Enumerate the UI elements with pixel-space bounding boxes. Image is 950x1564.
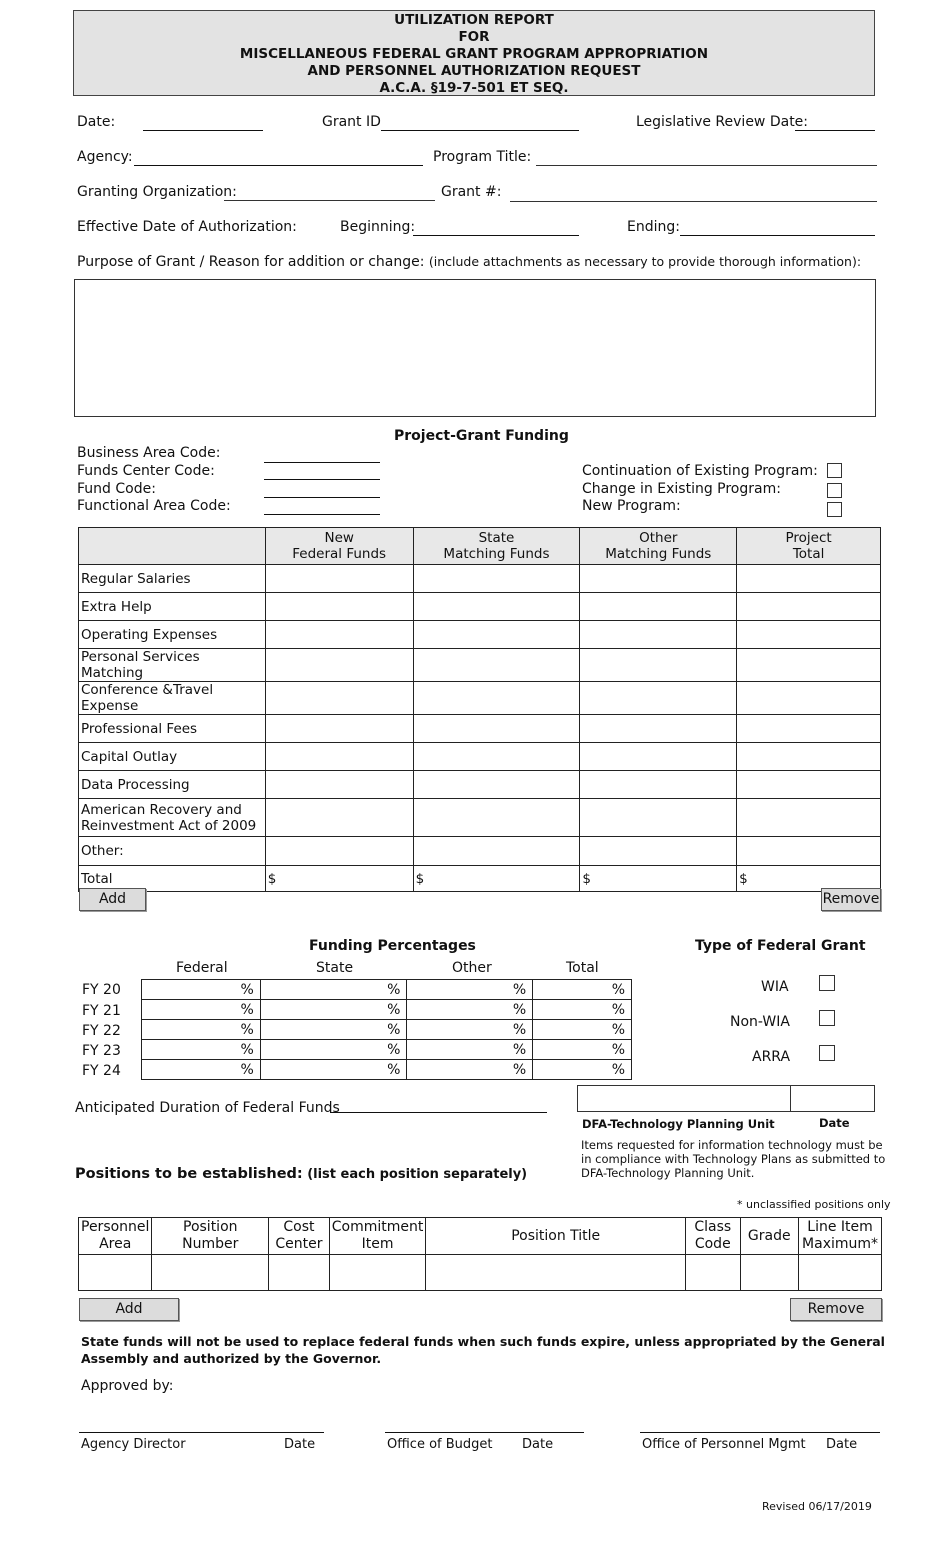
cell-input[interactable] — [265, 565, 413, 593]
cell-input[interactable] — [737, 743, 881, 771]
dfa-note-line: DFA-Technology Planning Unit. — [581, 1166, 755, 1180]
cell-input[interactable] — [413, 649, 580, 682]
cell-input[interactable] — [413, 593, 580, 621]
cell-input[interactable] — [413, 621, 580, 649]
cell-input[interactable] — [580, 682, 737, 715]
fy-label: FY 21 — [82, 1003, 121, 1019]
date-label: Date: — [77, 114, 116, 130]
approved-by-label: Approved by: — [81, 1378, 174, 1394]
cell-input[interactable] — [413, 743, 580, 771]
pct-cell[interactable]: % — [142, 1060, 261, 1080]
fy-label: FY 23 — [82, 1043, 121, 1059]
funds-center-label: Funds Center Code: — [77, 463, 215, 479]
fy-label: FY 20 — [82, 982, 121, 998]
grant-number-field[interactable] — [510, 201, 877, 202]
cell-input[interactable] — [737, 593, 881, 621]
col-personnel-area: Personnel Area — [79, 1218, 152, 1255]
purpose-textarea[interactable] — [74, 279, 876, 417]
col-position-title: Position Title — [426, 1218, 686, 1255]
cell-input[interactable] — [737, 715, 881, 743]
row-label: American Recovery and Reinvestment Act of 2009 — [79, 799, 266, 837]
header-line-2: FOR — [458, 29, 490, 45]
table-row — [79, 682, 881, 715]
effective-date-label: Effective Date of Authorization: — [77, 219, 297, 235]
header-line-5: A.C.A. §19-7-501 ET SEQ. — [379, 80, 569, 96]
fy-label: FY 24 — [82, 1063, 121, 1079]
cell-input[interactable] — [580, 743, 737, 771]
funding-header-other: Other Matching Funds — [580, 528, 737, 565]
funding-percentages-title: Funding Percentages — [309, 938, 476, 954]
cell-input[interactable] — [799, 1255, 882, 1291]
add-funding-row-button[interactable]: Add — [79, 888, 146, 911]
col-commitment-item: Commitment Item — [329, 1218, 426, 1255]
business-area-label: Business Area Code: — [77, 445, 221, 461]
table-row — [79, 771, 881, 799]
remove-funding-row-button[interactable]: Remove — [821, 888, 881, 911]
wia-checkbox[interactable] — [819, 975, 835, 991]
project-grant-funding-title: Project-Grant Funding — [394, 428, 569, 444]
total-row — [79, 866, 881, 892]
table-row — [79, 743, 881, 771]
pct-row — [142, 1000, 632, 1020]
currency-symbol: $ — [582, 870, 591, 887]
table-row — [79, 715, 881, 743]
pct-cell[interactable]: % — [260, 1060, 407, 1080]
agency-director-date-label: Date — [284, 1437, 316, 1452]
funding-header-federal: New Federal Funds — [265, 528, 413, 565]
cell-input[interactable] — [413, 565, 580, 593]
col-class-code: Class Code — [686, 1218, 740, 1255]
pct-cell[interactable]: % — [407, 1020, 533, 1040]
program-title-label: Program Title: — [433, 149, 532, 165]
purpose-label — [77, 254, 861, 270]
row-label: Regular Salaries — [79, 565, 266, 593]
program-title-field[interactable] — [536, 165, 877, 166]
cell-input[interactable] — [580, 593, 737, 621]
grant-id-field[interactable] — [381, 130, 579, 131]
pct-cell[interactable]: % — [533, 1020, 632, 1040]
positions-header — [79, 1218, 882, 1255]
pct-row — [142, 980, 632, 1000]
cell-input[interactable] — [265, 771, 413, 799]
cell-input[interactable] — [686, 1255, 740, 1291]
cell-input[interactable] — [265, 621, 413, 649]
pct-row — [142, 1020, 632, 1040]
cell-input[interactable] — [265, 649, 413, 682]
granting-organization-field[interactable] — [224, 200, 435, 201]
total-other-cell[interactable] — [580, 866, 737, 892]
pct-row — [142, 1040, 632, 1060]
table-row — [79, 837, 881, 866]
row-label: Other: — [79, 837, 266, 866]
pct-cell[interactable]: % — [407, 1000, 533, 1020]
table-row — [79, 565, 881, 593]
cell-input[interactable] — [737, 837, 881, 866]
total-federal-cell[interactable] — [265, 866, 413, 892]
pct-cell[interactable]: % — [142, 1020, 261, 1040]
pct-cell[interactable]: % — [533, 1040, 632, 1060]
cell-input[interactable] — [737, 771, 881, 799]
cell-input[interactable] — [580, 715, 737, 743]
pct-cell[interactable]: % — [533, 1000, 632, 1020]
grant-number-label: Grant #: — [441, 184, 502, 200]
agency-director-signature-line[interactable] — [79, 1432, 324, 1433]
funds-center-field[interactable] — [264, 462, 380, 463]
pct-header-total: Total — [566, 960, 599, 976]
cell-input[interactable] — [580, 771, 737, 799]
office-of-budget-label: Office of Budget — [387, 1437, 493, 1452]
cell-input[interactable] — [737, 649, 881, 682]
col-cost-center: Cost Center — [269, 1218, 330, 1255]
agency-label: Agency: — [77, 149, 133, 165]
cell-input[interactable] — [413, 715, 580, 743]
legislative-review-date-label: Legislative Review Date: — [636, 114, 809, 130]
pct-cell[interactable]: % — [407, 980, 533, 1000]
currency-symbol: $ — [415, 870, 425, 887]
funding-header-total: Project Total — [737, 528, 881, 565]
total-label: Total — [79, 866, 266, 892]
ending-label: Ending: — [627, 219, 680, 235]
row-label: Extra Help — [79, 593, 266, 621]
pct-cell[interactable]: % — [142, 980, 261, 1000]
currency-symbol: $ — [739, 870, 748, 887]
row-label: Conference &Travel Expense — [79, 682, 266, 715]
cell-input[interactable] — [265, 743, 413, 771]
cell-input[interactable] — [740, 1255, 799, 1291]
grant-id-label: Grant ID — [322, 114, 381, 130]
cell-input[interactable] — [413, 799, 580, 837]
pct-cell[interactable]: % — [407, 1060, 533, 1080]
pct-cell[interactable]: % — [260, 980, 407, 1000]
continuation-checkbox[interactable] — [827, 463, 842, 478]
arra-checkbox[interactable] — [819, 1045, 835, 1061]
dfa-signature-box[interactable] — [577, 1085, 791, 1112]
funding-header-state: State Matching Funds — [413, 528, 580, 565]
col-line-item-max: Line Item Maximum* — [799, 1218, 882, 1255]
table-row — [79, 621, 881, 649]
remove-position-button[interactable]: Remove — [790, 1298, 882, 1321]
table-row — [79, 593, 881, 621]
change-checkbox[interactable] — [827, 483, 842, 498]
fund-code-label: Fund Code: — [77, 481, 156, 497]
cell-input[interactable] — [426, 1255, 686, 1291]
cell-input[interactable] — [265, 593, 413, 621]
office-of-personnel-label: Office of Personnel Mgmt — [642, 1437, 806, 1452]
non-wia-label: Non-WIA — [730, 1014, 790, 1030]
cell-input[interactable] — [413, 682, 580, 715]
positions-table — [78, 1217, 882, 1291]
cell-input[interactable] — [580, 565, 737, 593]
funding-percentages-table — [141, 979, 632, 1080]
header-line-4: AND PERSONNEL AUTHORIZATION REQUEST — [307, 63, 641, 79]
cell-input[interactable] — [329, 1255, 426, 1291]
purpose-main-text: Purpose of Grant / Reason for addition or change: — [77, 254, 425, 270]
cell-input[interactable] — [413, 837, 580, 866]
office-of-personnel-date-label: Date — [826, 1437, 858, 1452]
pct-header-other: Other — [452, 960, 492, 976]
office-of-personnel-signature-line[interactable] — [640, 1432, 880, 1433]
state-funds-statement — [81, 1333, 885, 1367]
cell-input[interactable] — [265, 799, 413, 837]
duration-field[interactable] — [330, 1112, 547, 1113]
dfa-note-line: in compliance with Technology Plans as submitted to — [581, 1152, 886, 1166]
form-header — [73, 10, 875, 96]
funding-table-header — [79, 528, 881, 565]
functional-area-field-2[interactable] — [264, 514, 380, 515]
table-row — [79, 649, 881, 682]
cell-input[interactable] — [79, 1255, 152, 1291]
col-grade: Grade — [740, 1218, 799, 1255]
pct-cell[interactable]: % — [407, 1040, 533, 1060]
dfa-unit-label: DFA-Technology Planning Unit — [582, 1117, 775, 1131]
cell-input[interactable] — [580, 837, 737, 866]
row-label: Professional Fees — [79, 715, 266, 743]
grant-type-title: Type of Federal Grant — [695, 938, 866, 954]
fy-label: FY 22 — [82, 1023, 121, 1039]
funding-table — [78, 527, 881, 892]
pct-cell[interactable]: % — [260, 1040, 407, 1060]
pct-cell[interactable]: % — [142, 1000, 261, 1020]
row-label: Personal Services Matching — [79, 649, 266, 682]
beginning-label: Beginning: — [340, 219, 416, 235]
functional-area-label: Functional Area Code: — [77, 498, 231, 514]
new-program-checkbox[interactable] — [827, 502, 842, 517]
header-line-3: MISCELLANEOUS FEDERAL GRANT PROGRAM APPROPRIATION — [239, 46, 709, 62]
statement-line: State funds will not be used to replace federal funds when such funds expire, unless appropriated by the General — [81, 1334, 885, 1349]
cell-input[interactable] — [413, 771, 580, 799]
currency-symbol: $ — [267, 870, 277, 887]
table-row — [79, 1255, 882, 1291]
add-position-button[interactable]: Add — [79, 1298, 179, 1321]
pct-row — [142, 1060, 632, 1080]
pct-header-federal: Federal — [176, 960, 228, 976]
cell-input[interactable] — [152, 1255, 269, 1291]
new-program-label: New Program: — [582, 498, 681, 514]
continuation-label: Continuation of Existing Program: — [582, 463, 818, 479]
col-position-number: Position Number — [152, 1218, 269, 1255]
wia-label: WIA — [761, 979, 789, 995]
dfa-note-line: Items requested for information technology must be — [581, 1138, 883, 1152]
cell-input[interactable] — [737, 621, 881, 649]
arra-label: ARRA — [752, 1049, 791, 1065]
cell-input[interactable] — [737, 565, 881, 593]
unclassified-note: * unclassified positions only — [737, 1198, 891, 1211]
change-label: Change in Existing Program: — [582, 481, 781, 497]
cell-input[interactable] — [580, 799, 737, 837]
cell-input[interactable] — [737, 799, 881, 837]
fund-code-field[interactable] — [264, 479, 380, 480]
funding-header-blank — [79, 528, 266, 565]
purpose-note-text: (include attachments as necessary to provide thorough information): — [428, 254, 862, 269]
ending-date-field[interactable] — [680, 235, 875, 236]
total-state-cell[interactable] — [413, 866, 580, 892]
legislative-review-date-field[interactable] — [795, 130, 875, 131]
row-label: Data Processing — [79, 771, 266, 799]
dfa-date-label: Date — [819, 1116, 850, 1130]
cell-input[interactable] — [265, 715, 413, 743]
cell-input[interactable] — [580, 649, 737, 682]
pct-cell[interactable]: % — [260, 1000, 407, 1020]
pct-header-state: State — [316, 960, 354, 976]
pct-cell[interactable]: % — [533, 1060, 632, 1080]
office-of-budget-date-label: Date — [522, 1437, 554, 1452]
dfa-date-box[interactable] — [790, 1085, 875, 1112]
functional-area-field[interactable] — [264, 497, 380, 498]
table-row — [79, 799, 881, 837]
positions-title-text: Positions to be established: — [75, 1166, 303, 1182]
header-line-1: UTILIZATION REPORT — [394, 12, 554, 28]
pct-cell[interactable]: % — [142, 1040, 261, 1060]
row-label: Capital Outlay — [79, 743, 266, 771]
non-wia-checkbox[interactable] — [819, 1010, 835, 1026]
agency-field[interactable] — [134, 165, 423, 166]
pct-cell[interactable]: % — [533, 980, 632, 1000]
beginning-date-field[interactable] — [413, 235, 579, 236]
duration-label: Anticipated Duration of Federal Funds — [75, 1100, 340, 1116]
row-label: Operating Expenses — [79, 621, 266, 649]
positions-title — [75, 1166, 527, 1182]
positions-subtitle: (list each position separately) — [307, 1167, 528, 1182]
date-field[interactable] — [143, 130, 263, 131]
agency-director-label: Agency Director — [81, 1437, 186, 1452]
cell-input[interactable] — [265, 682, 413, 715]
granting-organization-label: Granting Organization: — [77, 184, 237, 200]
cell-input[interactable] — [269, 1255, 330, 1291]
dfa-note — [581, 1138, 885, 1180]
cell-input[interactable] — [580, 621, 737, 649]
cell-input[interactable] — [265, 837, 413, 866]
statement-line: Assembly and authorized by the Governor. — [81, 1351, 382, 1366]
revised-date: Revised 06/17/2019 — [762, 1500, 872, 1513]
pct-cell[interactable]: % — [260, 1020, 407, 1040]
office-of-budget-signature-line[interactable] — [385, 1432, 584, 1433]
cell-input[interactable] — [737, 682, 881, 715]
